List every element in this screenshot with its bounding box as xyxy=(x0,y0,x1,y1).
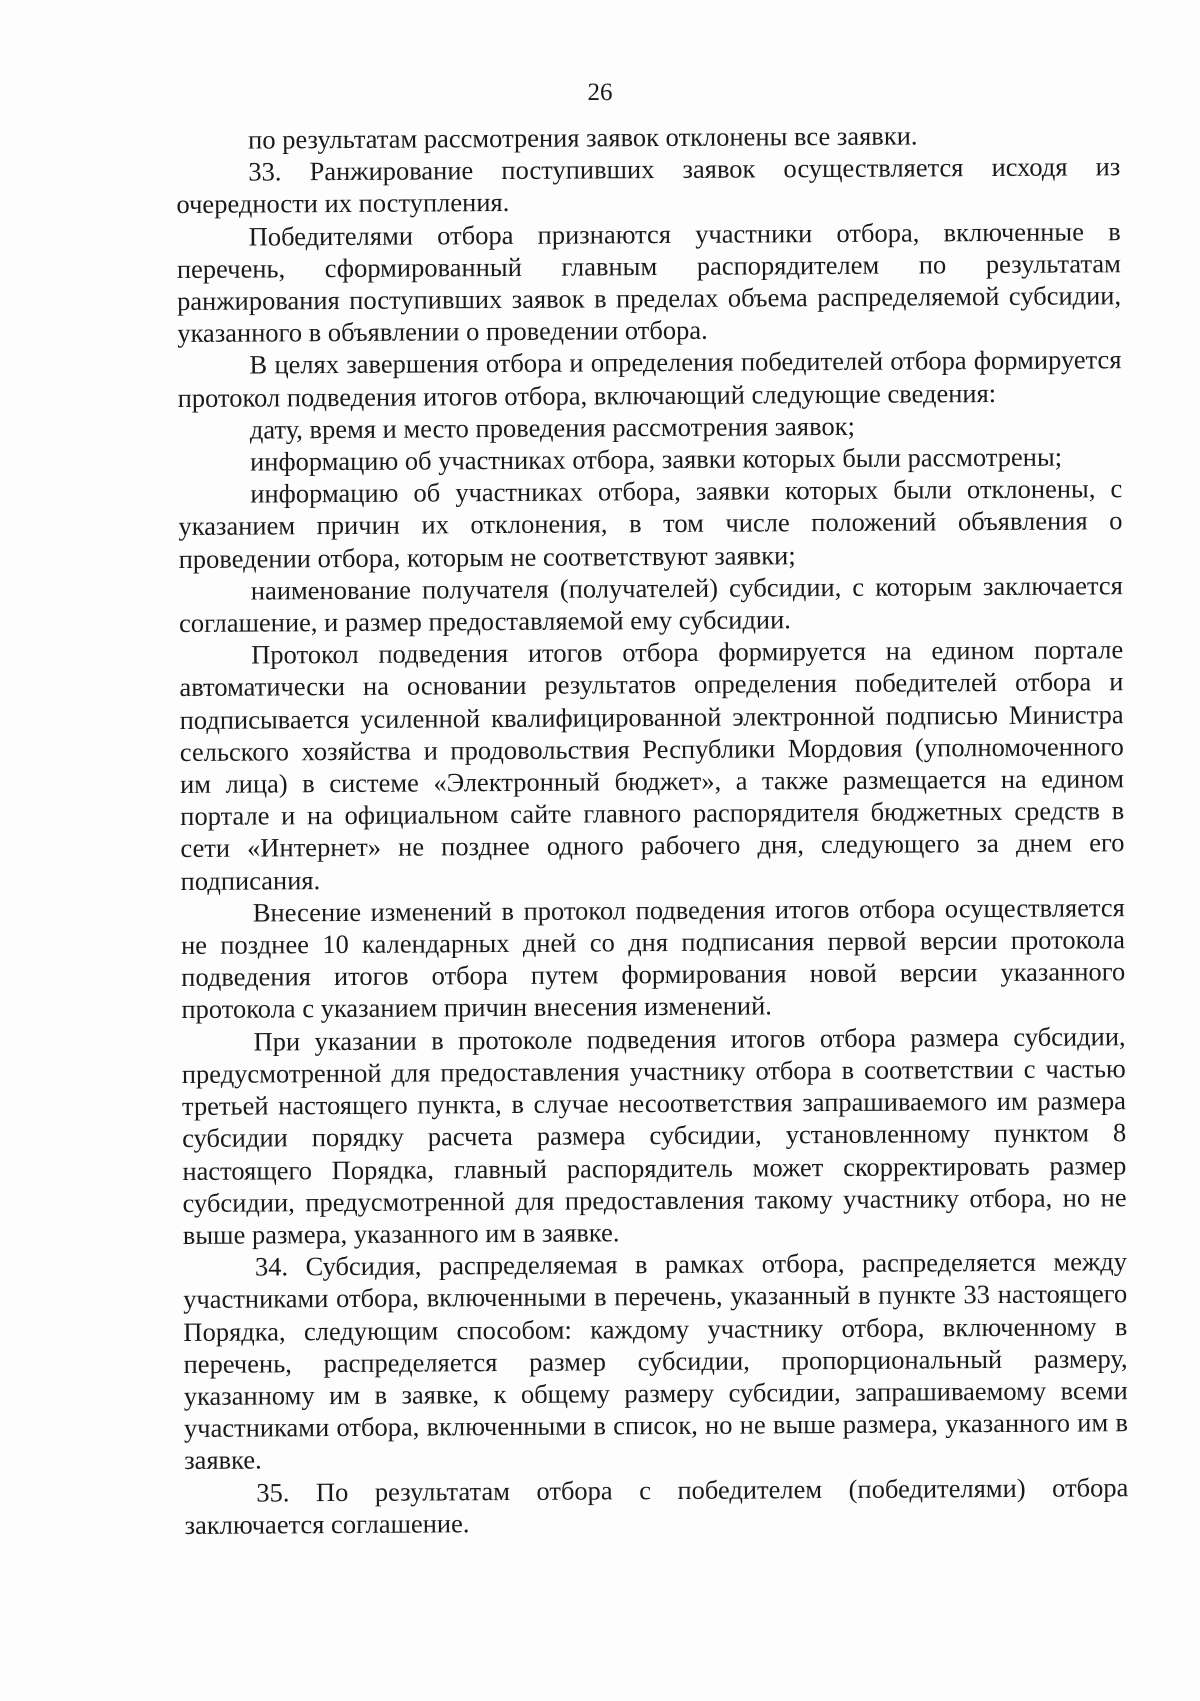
paragraph-continuation: по результатам рассмотрения заявок отклонены все заявки. xyxy=(248,120,918,155)
paragraph-protocol-changes: Внесение изменений в протокол подведения итогов отбора осуществляется не позднее 10 календарных дней со дня подписания первой версии протокола подведения итогов отбора путем формирования новой версии указанного протокола с указанием причин внесения изменений. xyxy=(180,892,1126,1025)
paragraph-item-35: 35. По результатам отбора с победителем (победителями) отбора заключается соглашение. xyxy=(184,1471,1129,1540)
paragraph-subsidy-size: При указании в протоколе подведения итогов отбора размера субсидии, предусмотренной для предоставления участнику отбора в соответствии с частью третьей настоящего пункта, в случае несоответствия запрашиваемого им размера субсидии порядку расчета размера субсидии, установленному пунктом 8 настоящего Порядка, главный распорядитель может скорректировать размер субсидии, предусмотренной для предоставления такому участнику отбора, но не выше размера, указанного им в заявке. xyxy=(181,1020,1127,1250)
document-body xyxy=(176,118,1129,1541)
paragraph-winners: Победителями отбора признаются участники отбора, включенные в перечень, сформированный главным распорядителем по результатам ранжирования поступивших заявок в пределах объема распределяемой субсидии, указанного в объявлении о проведении отбора. xyxy=(176,215,1122,349)
paragraph-item-34: 34. Субсидия, распределяемая в рамках отбора, распределяется между участниками отбора, включенными в перечень, указанный в пункте 33 настоящего Порядка, следующим способом: каждому участнику отбора, включенному в перечень, распределяется размер субсидии, пропорциональный размеру, указанному им в заявке, к общему размеру субсидии, запрашиваемому всеми участниками отбора, включенными в список, но не выше размера, указанного им в заявке. xyxy=(183,1246,1129,1476)
list-item-recipient: наименование получателя (получателей) субсидии, с которым заключается соглашение, и размер предоставляемой ему субсидии. xyxy=(178,570,1123,639)
list-item-considered: информацию об участниках отбора, заявки которых были рассмотрены; xyxy=(249,441,1063,477)
paragraph-protocol-formation: Протокол подведения итогов отбора формируется на едином портале автоматически на основании результатов определения победителей отбора и подписывается усиленной квалифицированной электронной подписью Министра сельского хозяйства и продовольствия Республики Мордовия (уполномоченного им лица) в системе «Электронный бюджет», а также размещается на едином портале и на официальном сайте главного распорядителя бюджетных средств в сети «Интернет» не позднее одного рабочего дня, следующего за днем его подписания. xyxy=(179,634,1125,896)
list-item-date: дату, время и место проведения рассмотрения заявок; xyxy=(249,410,855,445)
page-number: 26 xyxy=(587,79,613,106)
paragraph-protocol-intro: В целях завершения отбора и определения победителей отбора формируется протокол подведения итогов отбора, включающий следующие сведения: xyxy=(177,344,1122,413)
paragraph-item-33: 33. Ранжирование поступивших заявок осуществляется исходя из очередности их поступления. xyxy=(176,151,1121,220)
list-item-rejected: информацию об участниках отбора, заявки которых были отклонены, с указанием причин их отклонения, в том числе положений объявления о проведении отбора, которым не соответствуют заявки; xyxy=(178,473,1123,574)
